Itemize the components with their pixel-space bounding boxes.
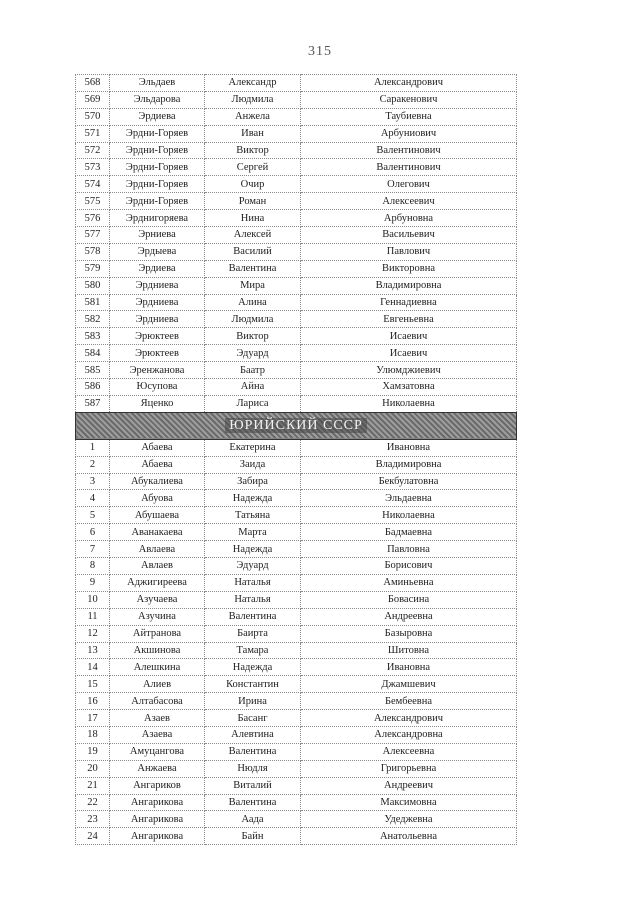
table-row (76, 260, 517, 277)
number-cell: 20 (76, 760, 110, 777)
table-row (76, 490, 517, 507)
table-row (76, 608, 517, 625)
table-row (76, 439, 517, 456)
table-row (76, 210, 517, 227)
first-name-cell: Екатерина (205, 439, 301, 456)
number-cell: 587 (76, 395, 110, 412)
number-cell: 568 (76, 75, 110, 92)
surname-cell: Эрдниева (110, 311, 205, 328)
number-cell: 570 (76, 108, 110, 125)
first-name-cell: Людмила (205, 311, 301, 328)
table-row (76, 591, 517, 608)
table-row (76, 574, 517, 591)
first-name-cell: Валентина (205, 260, 301, 277)
patronymic-cell: Викторовна (301, 260, 517, 277)
table-row (76, 176, 517, 193)
first-name-cell: Виталий (205, 777, 301, 794)
surname-cell: Эрдниева (110, 294, 205, 311)
number-cell: 579 (76, 260, 110, 277)
table-row (76, 507, 517, 524)
number-cell: 16 (76, 693, 110, 710)
first-name-cell: Виктор (205, 142, 301, 159)
surname-cell: Эрдни-Горяев (110, 159, 205, 176)
number-cell: 572 (76, 142, 110, 159)
table-row (76, 108, 517, 125)
number-cell: 585 (76, 362, 110, 379)
number-cell: 11 (76, 608, 110, 625)
number-cell: 576 (76, 210, 110, 227)
first-name-cell: Иван (205, 125, 301, 142)
patronymic-cell: Удеджевна (301, 811, 517, 828)
surname-cell: Ангарикова (110, 828, 205, 845)
number-cell: 4 (76, 490, 110, 507)
patronymic-cell: Владимировна (301, 456, 517, 473)
surname-cell: Абуова (110, 490, 205, 507)
table-row (76, 625, 517, 642)
first-name-cell: Тамара (205, 642, 301, 659)
patronymic-cell: Павловна (301, 541, 517, 558)
patronymic-cell: Борисович (301, 558, 517, 575)
first-name-cell: Байн (205, 828, 301, 845)
table-row (76, 828, 517, 845)
patronymic-cell: Николаевна (301, 507, 517, 524)
first-name-cell: Роман (205, 193, 301, 210)
number-cell: 24 (76, 828, 110, 845)
table-row (76, 726, 517, 743)
table-row (76, 456, 517, 473)
patronymic-cell: Александрович (301, 75, 517, 92)
surname-cell: Эрдниева (110, 277, 205, 294)
first-name-cell: Наталья (205, 574, 301, 591)
patronymic-cell: Шитовна (301, 642, 517, 659)
patronymic-cell: Евгеньевна (301, 311, 517, 328)
patronymic-cell: Саракенович (301, 91, 517, 108)
table-row (76, 541, 517, 558)
surname-cell: Акшинова (110, 642, 205, 659)
surname-cell: Амуцангова (110, 743, 205, 760)
surname-cell: Ангарикова (110, 811, 205, 828)
table-row (76, 125, 517, 142)
first-name-cell: Баирта (205, 625, 301, 642)
patronymic-cell: Максимовна (301, 794, 517, 811)
patronymic-cell: Анатольевна (301, 828, 517, 845)
surname-cell: Эльдаев (110, 75, 205, 92)
surname-cell: Эрдни-Горяев (110, 125, 205, 142)
number-cell: 574 (76, 176, 110, 193)
patronymic-cell: Исаевич (301, 345, 517, 362)
surname-cell: Эрдиева (110, 260, 205, 277)
patronymic-cell: Хамзатовна (301, 379, 517, 396)
patronymic-cell: Улюмджиевич (301, 362, 517, 379)
surname-cell: Азаева (110, 726, 205, 743)
page-number: 315 (308, 44, 332, 59)
first-name-cell: Нина (205, 210, 301, 227)
first-name-cell: Людмила (205, 91, 301, 108)
surname-cell: Алиев (110, 676, 205, 693)
first-name-cell: Алина (205, 294, 301, 311)
number-cell: 12 (76, 625, 110, 642)
number-cell: 19 (76, 743, 110, 760)
number-cell: 584 (76, 345, 110, 362)
section-header-row (76, 412, 517, 439)
number-cell: 14 (76, 659, 110, 676)
patronymic-cell: Исаевич (301, 328, 517, 345)
table-row (76, 710, 517, 727)
first-name-cell: Александр (205, 75, 301, 92)
number-cell: 5 (76, 507, 110, 524)
number-cell: 15 (76, 676, 110, 693)
surname-cell: Эрдыева (110, 243, 205, 260)
number-cell: 580 (76, 277, 110, 294)
surname-cell: Эрдиева (110, 108, 205, 125)
number-cell: 21 (76, 777, 110, 794)
number-cell: 569 (76, 91, 110, 108)
first-name-cell: Алевтина (205, 726, 301, 743)
first-name-cell: Анжела (205, 108, 301, 125)
first-name-cell: Надежда (205, 541, 301, 558)
table-row (76, 227, 517, 244)
number-cell: 13 (76, 642, 110, 659)
first-name-cell: Нюдля (205, 760, 301, 777)
patronymic-cell: Ивановна (301, 439, 517, 456)
patronymic-cell: Владимировна (301, 277, 517, 294)
surname-cell: Эрдни-Горяев (110, 193, 205, 210)
surname-cell: Абукалиева (110, 473, 205, 490)
table-row (76, 524, 517, 541)
first-name-cell: Наталья (205, 591, 301, 608)
number-cell: 571 (76, 125, 110, 142)
table-row (76, 794, 517, 811)
surname-cell: Анжаева (110, 760, 205, 777)
section-title: ЮРИЙСКИЙ СССР (225, 418, 367, 433)
surname-cell: Эренжанова (110, 362, 205, 379)
surname-cell: Эрднигоряева (110, 210, 205, 227)
patronymic-cell: Эльдаевна (301, 490, 517, 507)
table-row (76, 811, 517, 828)
patronymic-cell: Базыровна (301, 625, 517, 642)
table-row (76, 659, 517, 676)
patronymic-cell: Александрович (301, 710, 517, 727)
table-row (76, 328, 517, 345)
number-cell: 3 (76, 473, 110, 490)
roster-body (76, 75, 517, 845)
number-cell: 17 (76, 710, 110, 727)
surname-cell: Азаев (110, 710, 205, 727)
surname-cell: Абушаева (110, 507, 205, 524)
surname-cell: Азучина (110, 608, 205, 625)
first-name-cell: Айна (205, 379, 301, 396)
first-name-cell: Заида (205, 456, 301, 473)
table-row (76, 642, 517, 659)
first-name-cell: Валентина (205, 608, 301, 625)
surname-cell: Эрниева (110, 227, 205, 244)
patronymic-cell: Андреевич (301, 777, 517, 794)
number-cell: 573 (76, 159, 110, 176)
surname-cell: Яценко (110, 395, 205, 412)
table-row (76, 142, 517, 159)
patronymic-cell: Григорьевна (301, 760, 517, 777)
surname-cell: Эрюктеев (110, 345, 205, 362)
table-row (76, 395, 517, 412)
first-name-cell: Эдуард (205, 558, 301, 575)
patronymic-cell: Бембеевна (301, 693, 517, 710)
number-cell: 10 (76, 591, 110, 608)
first-name-cell: Мира (205, 277, 301, 294)
number-cell: 577 (76, 227, 110, 244)
number-cell: 22 (76, 794, 110, 811)
patronymic-cell: Алексеевна (301, 743, 517, 760)
patronymic-cell: Андреевна (301, 608, 517, 625)
surname-cell: Абаева (110, 439, 205, 456)
surname-cell: Айтранова (110, 625, 205, 642)
first-name-cell: Василий (205, 243, 301, 260)
surname-cell: Эрдни-Горяев (110, 142, 205, 159)
number-cell: 578 (76, 243, 110, 260)
first-name-cell: Эдуард (205, 345, 301, 362)
table-row (76, 777, 517, 794)
table-row (76, 362, 517, 379)
patronymic-cell: Валентинович (301, 142, 517, 159)
table-row (76, 277, 517, 294)
surname-cell: Юсупова (110, 379, 205, 396)
first-name-cell: Виктор (205, 328, 301, 345)
patronymic-cell: Бадмаевна (301, 524, 517, 541)
surname-cell: Эрюктеев (110, 328, 205, 345)
first-name-cell: Надежда (205, 490, 301, 507)
number-cell: 18 (76, 726, 110, 743)
table-row (76, 743, 517, 760)
surname-cell: Ангарикова (110, 794, 205, 811)
table-row (76, 159, 517, 176)
patronymic-cell: Геннадиевна (301, 294, 517, 311)
first-name-cell: Татьяна (205, 507, 301, 524)
surname-cell: Авлаев (110, 558, 205, 575)
table-row (76, 345, 517, 362)
surname-cell: Эльдарова (110, 91, 205, 108)
surname-cell: Аванакаева (110, 524, 205, 541)
number-cell: 586 (76, 379, 110, 396)
first-name-cell: Лариса (205, 395, 301, 412)
surname-cell: Аджигиреева (110, 574, 205, 591)
patronymic-cell: Александровна (301, 726, 517, 743)
surname-cell: Ангариков (110, 777, 205, 794)
number-cell: 582 (76, 311, 110, 328)
table-row (76, 473, 517, 490)
number-cell: 1 (76, 439, 110, 456)
surname-cell: Авлаева (110, 541, 205, 558)
patronymic-cell: Алексеевич (301, 193, 517, 210)
surname-cell: Алтабасова (110, 693, 205, 710)
number-cell: 575 (76, 193, 110, 210)
first-name-cell: Аада (205, 811, 301, 828)
table-row (76, 91, 517, 108)
first-name-cell: Валентина (205, 743, 301, 760)
table-row (76, 379, 517, 396)
table-row (76, 311, 517, 328)
first-name-cell: Сергей (205, 159, 301, 176)
patronymic-cell: Николаевна (301, 395, 517, 412)
first-name-cell: Басанг (205, 710, 301, 727)
table-row (76, 693, 517, 710)
patronymic-cell: Васильевич (301, 227, 517, 244)
patronymic-cell: Бовасина (301, 591, 517, 608)
patronymic-cell: Аминьевна (301, 574, 517, 591)
first-name-cell: Баатр (205, 362, 301, 379)
number-cell: 9 (76, 574, 110, 591)
patronymic-cell: Павлович (301, 243, 517, 260)
surname-cell: Абаева (110, 456, 205, 473)
first-name-cell: Ирина (205, 693, 301, 710)
number-cell: 581 (76, 294, 110, 311)
first-name-cell: Марта (205, 524, 301, 541)
patronymic-cell: Валентинович (301, 159, 517, 176)
roster-table (75, 74, 517, 845)
surname-cell: Азучаева (110, 591, 205, 608)
first-name-cell: Забира (205, 473, 301, 490)
table-row (76, 558, 517, 575)
patronymic-cell: Арбуниович (301, 125, 517, 142)
patronymic-cell: Джамшевич (301, 676, 517, 693)
number-cell: 8 (76, 558, 110, 575)
patronymic-cell: Олегович (301, 176, 517, 193)
number-cell: 583 (76, 328, 110, 345)
table-row (76, 676, 517, 693)
patronymic-cell: Таубиевна (301, 108, 517, 125)
table-row (76, 760, 517, 777)
first-name-cell: Очир (205, 176, 301, 193)
patronymic-cell: Арбуновна (301, 210, 517, 227)
first-name-cell: Константин (205, 676, 301, 693)
first-name-cell: Валентина (205, 794, 301, 811)
number-cell: 7 (76, 541, 110, 558)
section-header-cell (76, 412, 517, 439)
patronymic-cell: Ивановна (301, 659, 517, 676)
table-row (76, 294, 517, 311)
table-row (76, 193, 517, 210)
surname-cell: Алешкина (110, 659, 205, 676)
number-cell: 2 (76, 456, 110, 473)
first-name-cell: Надежда (205, 659, 301, 676)
first-name-cell: Алексей (205, 227, 301, 244)
surname-cell: Эрдни-Горяев (110, 176, 205, 193)
table-row (76, 75, 517, 92)
number-cell: 23 (76, 811, 110, 828)
number-cell: 6 (76, 524, 110, 541)
table-row (76, 243, 517, 260)
patronymic-cell: Бекбулатовна (301, 473, 517, 490)
